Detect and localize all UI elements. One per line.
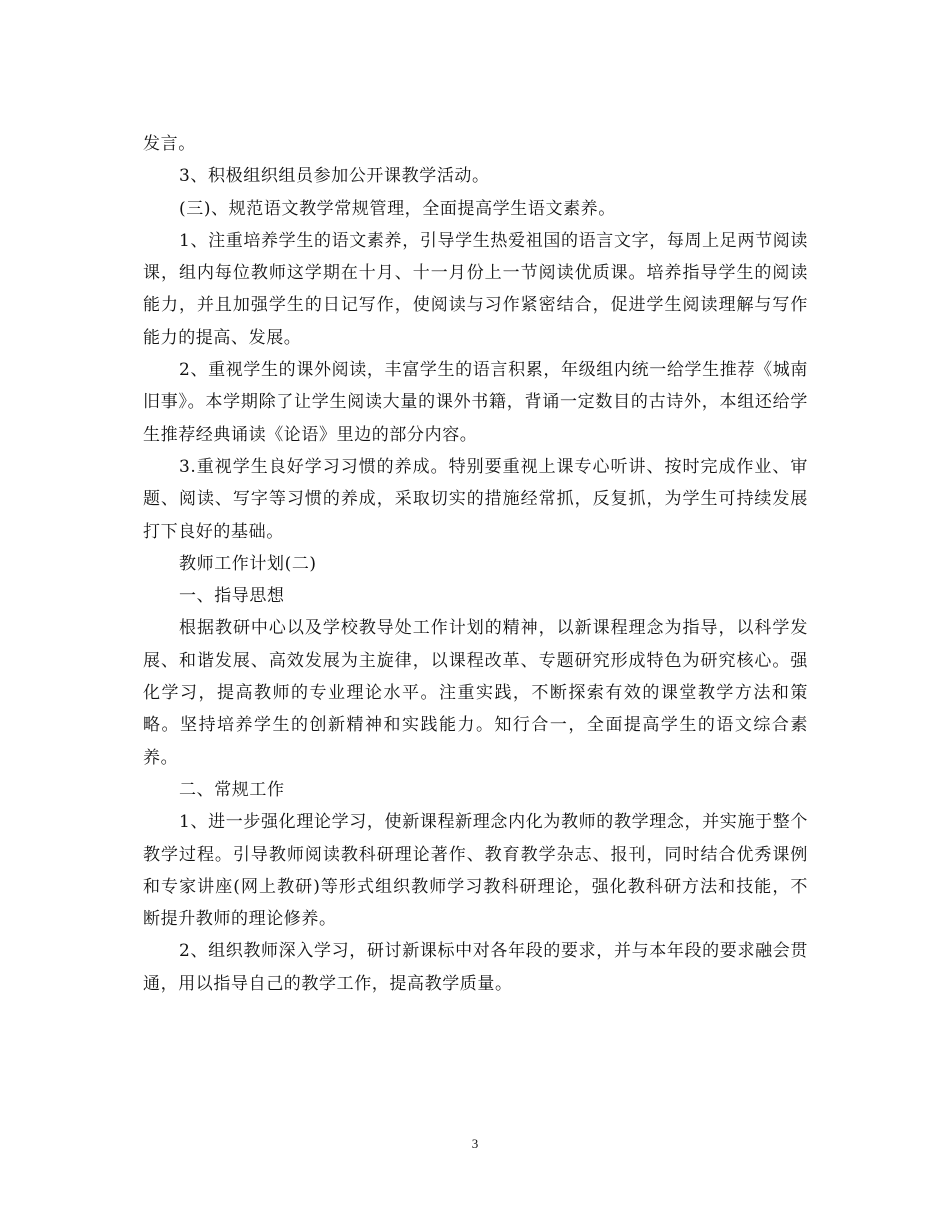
paragraph-11: 1、进一步强化理论学习，使新课程新理念内化为教师的教学理念，并实施于整个教学过程。引导教师阅读教科研理论著作、教育教学杂志、报刊，同时结合优秀课例和专家讲座(网上教研)等形式组织教师学习教科研理论，强化教科研方法和技能，不断提升教师的理论修养。 <box>143 812 808 930</box>
paragraph-12: 2、组织教师深入学习，研讨新课标中对各年段的要求，并与本年段的要求融会贯通，用以指导自己的教学工作，提高教学质量。 <box>143 941 808 994</box>
paragraph-4: 1、注重培养学生的语文素养，引导学生热爱祖国的语言文字，每周上足两节阅读课，组内每位教师这学期在十月、十一月份上一节阅读优质课。培养指导学生的阅读能力，并且加强学生的日记写作，使阅读与习作紧密结合，促进学生阅读理解与写作能力的提高、发展。 <box>143 230 808 348</box>
paragraph-2: 3、积极组织组员参加公开课教学活动。 <box>179 166 490 187</box>
heading-guiding-ideas: 一、指导思想 <box>179 586 285 607</box>
paragraph-3: (三)、规范语文教学常规管理，全面提高学生语文素养。 <box>179 198 616 219</box>
paragraph-1: 发言。 <box>143 134 196 154</box>
document-body <box>143 128 808 1000</box>
heading-routine-work: 二、常规工作 <box>179 779 285 800</box>
paragraph-6: 3.重视学生良好学习习惯的养成。特别要重视上课专心听讲、按时完成作业、审题、阅读、写字等习惯的养成，采取切实的措施经常抓，反复抓，为学生可持续发展打下良好的基础。 <box>143 456 808 542</box>
paragraph-5: 2、重视学生的课外阅读，丰富学生的语言积累，年级组内统一给学生推荐《城南旧事》。本学期除了让学生阅读大量的课外书籍，背诵一定数目的古诗外，本组还给学生推荐经典诵读《论语》里边的部分内容。 <box>143 360 808 445</box>
paragraph-9: 根据教研中心以及学校教导处工作计划的精神，以新课程理念为指导，以科学发展、和谐发展、高效发展为主旋律，以课程改革、专题研究形成特色为研究核心。强化学习，提高教师的专业理论水平。注重实践，不断探索有效的课堂教学方法和策略。坚持培养学生的创新精神和实践能力。知行合一，全面提高学生的语文综合素养。 <box>143 618 808 768</box>
page-number: 3 <box>471 1136 479 1151</box>
section-title: 教师工作计划(二) <box>179 553 317 574</box>
